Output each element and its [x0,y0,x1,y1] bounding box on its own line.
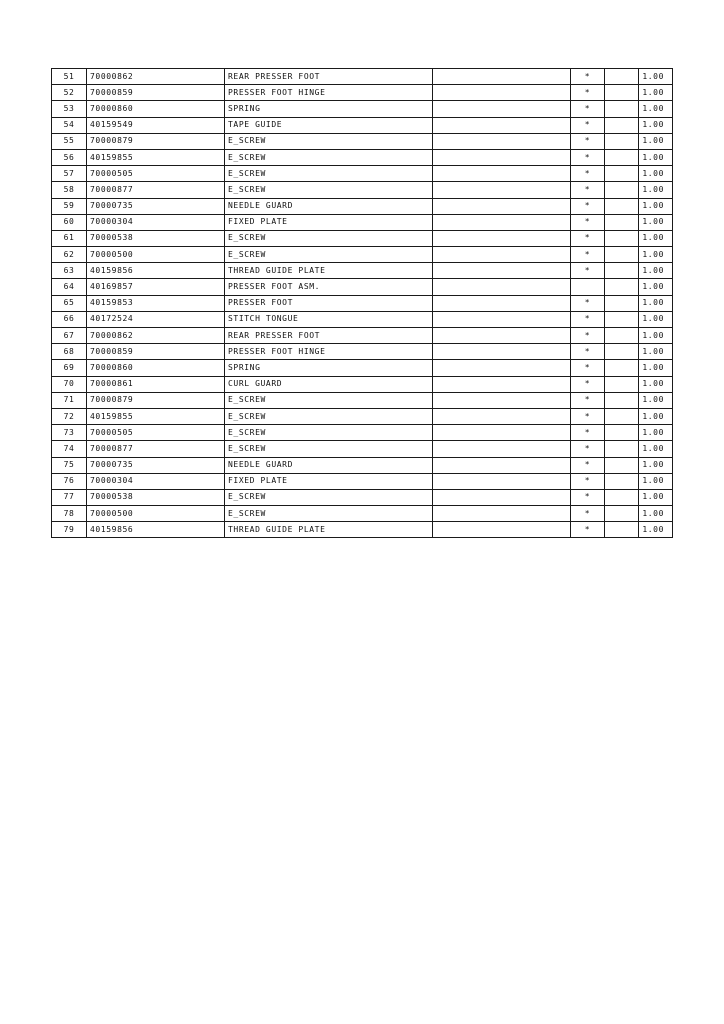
blank-cell [605,182,639,198]
blank-cell [433,295,571,311]
part-description-cell: E_SCREW [225,408,433,424]
mark-cell: * [571,506,605,522]
parts-table [51,68,673,538]
blank-cell [433,441,571,457]
quantity-cell: 1.00 [639,279,673,295]
part-code-cell: 70000860 [87,360,225,376]
mark-cell: * [571,166,605,182]
table-row [52,279,673,295]
part-description-cell: TAPE GUIDE [225,117,433,133]
blank-cell [605,85,639,101]
table-row [52,263,673,279]
blank-cell [433,69,571,85]
part-code-cell: 70000735 [87,198,225,214]
item-number-cell: 62 [52,247,87,263]
part-description-cell: FIXED PLATE [225,214,433,230]
part-code-cell: 70000304 [87,214,225,230]
mark-cell: * [571,295,605,311]
part-code-cell: 70000879 [87,133,225,149]
blank-cell [605,133,639,149]
blank-cell [433,230,571,246]
mark-cell: * [571,117,605,133]
part-description-cell: E_SCREW [225,489,433,505]
blank-cell [605,295,639,311]
mark-cell: * [571,214,605,230]
blank-cell [433,506,571,522]
part-description-cell: STITCH TONGUE [225,311,433,327]
mark-cell: * [571,408,605,424]
blank-cell [605,344,639,360]
quantity-cell: 1.00 [639,489,673,505]
blank-cell [605,117,639,133]
quantity-cell: 1.00 [639,506,673,522]
blank-cell [605,230,639,246]
item-number-cell: 75 [52,457,87,473]
mark-cell: * [571,69,605,85]
blank-cell [605,376,639,392]
mark-cell: * [571,85,605,101]
table-row [52,392,673,408]
part-code-cell: 40159855 [87,408,225,424]
mark-cell: * [571,425,605,441]
quantity-cell: 1.00 [639,311,673,327]
item-number-cell: 58 [52,182,87,198]
part-code-cell: 70000859 [87,344,225,360]
part-code-cell: 40159853 [87,295,225,311]
mark-cell: * [571,441,605,457]
table-row [52,101,673,117]
item-number-cell: 60 [52,214,87,230]
part-code-cell: 70000879 [87,392,225,408]
table-row [52,311,673,327]
mark-cell: * [571,522,605,538]
blank-cell [605,279,639,295]
part-description-cell: CURL GUARD [225,376,433,392]
part-description-cell: E_SCREW [225,247,433,263]
part-code-cell: 70000505 [87,166,225,182]
quantity-cell: 1.00 [639,344,673,360]
blank-cell [605,392,639,408]
mark-cell: * [571,360,605,376]
item-number-cell: 64 [52,279,87,295]
item-number-cell: 69 [52,360,87,376]
blank-cell [433,247,571,263]
part-code-cell: 40159856 [87,522,225,538]
item-number-cell: 56 [52,149,87,165]
table-row [52,522,673,538]
blank-cell [605,69,639,85]
table-row [52,230,673,246]
quantity-cell: 1.00 [639,214,673,230]
blank-cell [605,101,639,117]
blank-cell [605,214,639,230]
table-row [52,133,673,149]
quantity-cell: 1.00 [639,85,673,101]
part-code-cell: 70000735 [87,457,225,473]
part-description-cell: THREAD GUIDE PLATE [225,263,433,279]
quantity-cell: 1.00 [639,149,673,165]
quantity-cell: 1.00 [639,247,673,263]
mark-cell: * [571,489,605,505]
parts-table-body [52,69,673,538]
blank-cell [433,311,571,327]
blank-cell [605,198,639,214]
item-number-cell: 74 [52,441,87,457]
table-row [52,360,673,376]
item-number-cell: 76 [52,473,87,489]
blank-cell [605,263,639,279]
item-number-cell: 59 [52,198,87,214]
item-number-cell: 65 [52,295,87,311]
table-row [52,117,673,133]
table-row [52,473,673,489]
quantity-cell: 1.00 [639,133,673,149]
table-row [52,166,673,182]
item-number-cell: 68 [52,344,87,360]
blank-cell [605,311,639,327]
blank-cell [433,263,571,279]
blank-cell [433,425,571,441]
mark-cell: * [571,392,605,408]
quantity-cell: 1.00 [639,360,673,376]
table-row [52,506,673,522]
quantity-cell: 1.00 [639,408,673,424]
blank-cell [605,166,639,182]
part-code-cell: 70000862 [87,69,225,85]
blank-cell [605,522,639,538]
quantity-cell: 1.00 [639,473,673,489]
item-number-cell: 78 [52,506,87,522]
table-row [52,344,673,360]
part-code-cell: 70000877 [87,441,225,457]
blank-cell [605,149,639,165]
blank-cell [433,473,571,489]
item-number-cell: 77 [52,489,87,505]
blank-cell [605,408,639,424]
quantity-cell: 1.00 [639,182,673,198]
item-number-cell: 67 [52,328,87,344]
blank-cell [433,522,571,538]
quantity-cell: 1.00 [639,376,673,392]
blank-cell [433,133,571,149]
part-code-cell: 40169857 [87,279,225,295]
part-code-cell: 70000859 [87,85,225,101]
table-row [52,425,673,441]
part-description-cell: PRESSER FOOT HINGE [225,344,433,360]
quantity-cell: 1.00 [639,198,673,214]
mark-cell: * [571,182,605,198]
part-description-cell: NEEDLE GUARD [225,198,433,214]
item-number-cell: 70 [52,376,87,392]
part-description-cell: E_SCREW [225,133,433,149]
part-description-cell: E_SCREW [225,441,433,457]
item-number-cell: 73 [52,425,87,441]
part-code-cell: 70000862 [87,328,225,344]
part-description-cell: E_SCREW [225,392,433,408]
part-description-cell: PRESSER FOOT HINGE [225,85,433,101]
blank-cell [433,149,571,165]
quantity-cell: 1.00 [639,328,673,344]
part-code-cell: 40159856 [87,263,225,279]
blank-cell [433,392,571,408]
part-code-cell: 70000505 [87,425,225,441]
blank-cell [605,328,639,344]
blank-cell [433,457,571,473]
blank-cell [605,506,639,522]
part-description-cell: FIXED PLATE [225,473,433,489]
blank-cell [605,457,639,473]
table-row [52,328,673,344]
table-row [52,69,673,85]
quantity-cell: 1.00 [639,263,673,279]
item-number-cell: 79 [52,522,87,538]
mark-cell: * [571,344,605,360]
blank-cell [433,85,571,101]
part-code-cell: 70000500 [87,247,225,263]
part-description-cell: E_SCREW [225,506,433,522]
table-row [52,295,673,311]
mark-cell: * [571,230,605,246]
mark-cell: * [571,328,605,344]
item-number-cell: 63 [52,263,87,279]
mark-cell: * [571,133,605,149]
part-code-cell: 40159855 [87,149,225,165]
mark-cell: * [571,263,605,279]
part-description-cell: E_SCREW [225,425,433,441]
table-row [52,198,673,214]
quantity-cell: 1.00 [639,425,673,441]
quantity-cell: 1.00 [639,69,673,85]
part-description-cell: E_SCREW [225,149,433,165]
mark-cell: * [571,247,605,263]
table-row [52,376,673,392]
part-code-cell: 70000538 [87,230,225,246]
item-number-cell: 52 [52,85,87,101]
item-number-cell: 57 [52,166,87,182]
blank-cell [433,101,571,117]
part-code-cell: 70000304 [87,473,225,489]
part-description-cell: THREAD GUIDE PLATE [225,522,433,538]
part-description-cell: PRESSER FOOT ASM. [225,279,433,295]
quantity-cell: 1.00 [639,522,673,538]
blank-cell [433,198,571,214]
part-description-cell: REAR PRESSER FOOT [225,328,433,344]
mark-cell: * [571,473,605,489]
blank-cell [433,489,571,505]
item-number-cell: 53 [52,101,87,117]
part-description-cell: E_SCREW [225,230,433,246]
part-description-cell: SPRING [225,101,433,117]
quantity-cell: 1.00 [639,392,673,408]
blank-cell [605,489,639,505]
quantity-cell: 1.00 [639,101,673,117]
part-description-cell: PRESSER FOOT [225,295,433,311]
table-row [52,149,673,165]
blank-cell [433,214,571,230]
table-row [52,85,673,101]
part-code-cell: 40159549 [87,117,225,133]
quantity-cell: 1.00 [639,441,673,457]
blank-cell [433,117,571,133]
part-code-cell: 70000861 [87,376,225,392]
part-description-cell: REAR PRESSER FOOT [225,69,433,85]
blank-cell [433,376,571,392]
blank-cell [433,182,571,198]
mark-cell: * [571,457,605,473]
mark-cell: * [571,149,605,165]
item-number-cell: 51 [52,69,87,85]
mark-cell: * [571,198,605,214]
part-description-cell: E_SCREW [225,182,433,198]
mark-cell: * [571,311,605,327]
part-code-cell: 70000538 [87,489,225,505]
quantity-cell: 1.00 [639,230,673,246]
mark-cell: * [571,376,605,392]
item-number-cell: 71 [52,392,87,408]
table-row [52,457,673,473]
mark-cell: * [571,101,605,117]
blank-cell [433,408,571,424]
blank-cell [605,425,639,441]
item-number-cell: 61 [52,230,87,246]
quantity-cell: 1.00 [639,166,673,182]
blank-cell [605,473,639,489]
blank-cell [433,328,571,344]
item-number-cell: 54 [52,117,87,133]
table-row [52,214,673,230]
table-row [52,182,673,198]
table-row [52,489,673,505]
table-row [52,247,673,263]
blank-cell [605,441,639,457]
table-row [52,408,673,424]
blank-cell [433,279,571,295]
part-code-cell: 40172524 [87,311,225,327]
part-code-cell: 70000500 [87,506,225,522]
table-row [52,441,673,457]
part-description-cell: NEEDLE GUARD [225,457,433,473]
item-number-cell: 55 [52,133,87,149]
blank-cell [605,247,639,263]
blank-cell [433,166,571,182]
item-number-cell: 72 [52,408,87,424]
part-description-cell: SPRING [225,360,433,376]
quantity-cell: 1.00 [639,457,673,473]
part-code-cell: 70000860 [87,101,225,117]
blank-cell [433,360,571,376]
blank-cell [433,344,571,360]
blank-cell [605,360,639,376]
mark-cell [571,279,605,295]
quantity-cell: 1.00 [639,117,673,133]
part-code-cell: 70000877 [87,182,225,198]
item-number-cell: 66 [52,311,87,327]
quantity-cell: 1.00 [639,295,673,311]
part-description-cell: E_SCREW [225,166,433,182]
